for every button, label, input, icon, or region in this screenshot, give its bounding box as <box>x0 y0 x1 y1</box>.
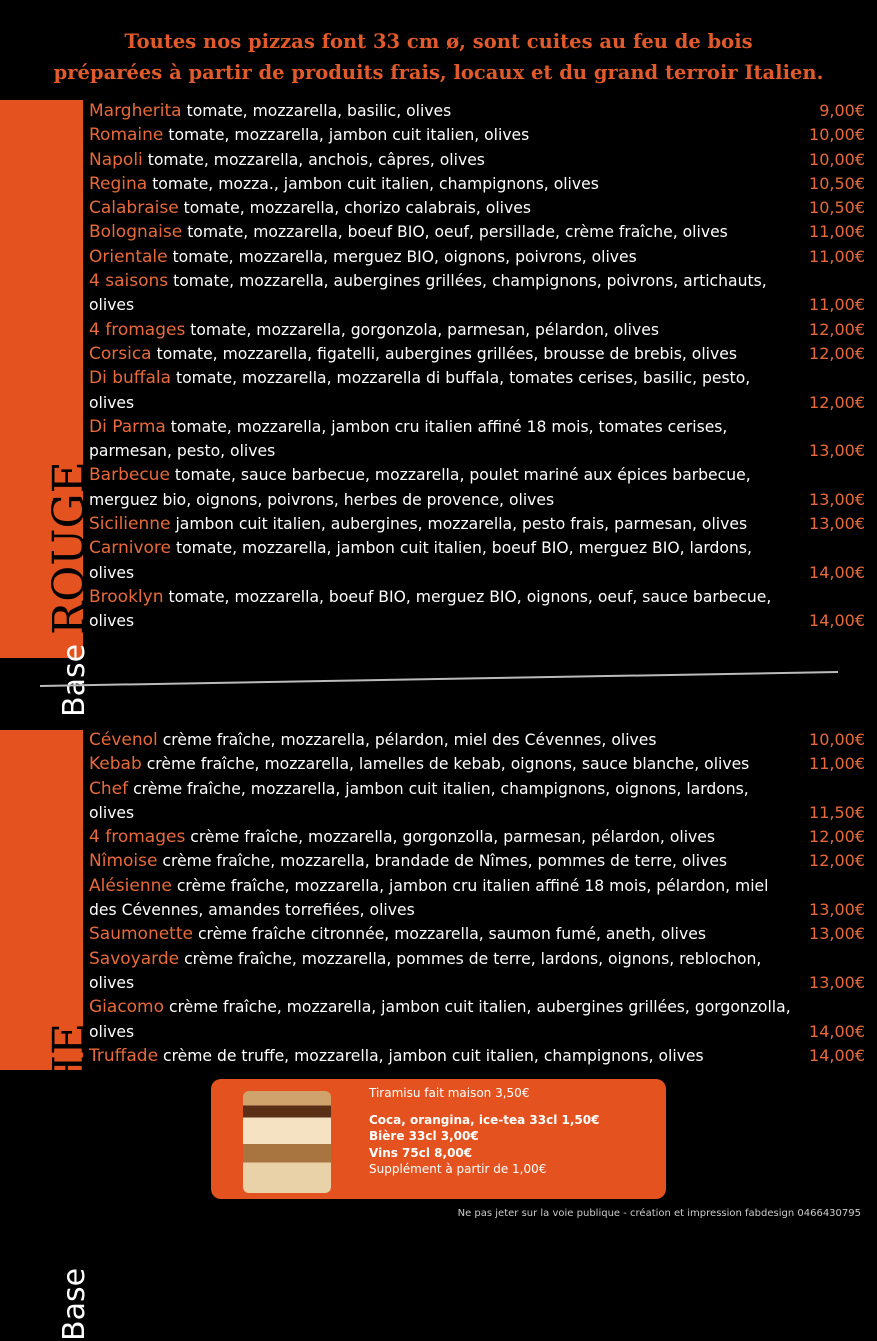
item-text <box>89 825 797 849</box>
pizza-name: Chef <box>89 778 129 799</box>
pizza-price: 11,50€ <box>809 802 865 822</box>
pizza-name: Romaine <box>89 125 164 146</box>
item-text <box>89 777 797 826</box>
pizza-description: crème fraîche, mozzarella, jambon cuit italien, champignons, oignons, lardons, olives <box>89 779 749 822</box>
pizza-name: Di buffala <box>89 368 172 389</box>
pizza-name: Saumonette <box>89 924 193 945</box>
softs-line: Coca, orangina, ice-tea 33cl 1,50€ <box>369 1112 600 1127</box>
blanche-side-label <box>44 1023 95 1341</box>
header <box>0 26 877 88</box>
pizza-description: tomate, mozzarella, aubergines grillées, champignons, poivrons, artichauts, olives <box>89 272 767 315</box>
pizza-price: 13,00€ <box>809 514 865 534</box>
item-text <box>89 752 797 776</box>
supplement-line: Supplément à partir de 1,00€ <box>369 1162 547 1176</box>
pizza-name: 4 saisons <box>89 271 169 292</box>
pizza-price: 11,00€ <box>809 295 865 315</box>
rouge-item <box>89 512 865 536</box>
pizza-description: tomate, sauce barbecue, mozzarella, poulet mariné aux épices barbecue, merguez bio, oignons, poivrons, herbes de provence, olives <box>89 466 751 509</box>
rouge-side-bar <box>0 100 95 717</box>
pizza-description: crème de truffe, mozzarella, jambon cuit italien, champignons, olives <box>163 1046 704 1065</box>
pizza-price: 10,00€ <box>809 125 865 145</box>
pizza-name: Margherita <box>89 101 182 121</box>
item-text <box>89 463 797 512</box>
pizza-price: 14,00€ <box>809 1021 865 1041</box>
blanche-base-label: Base <box>57 1267 92 1341</box>
pizza-name: Di Parma <box>89 416 166 437</box>
pizza-price: 13,00€ <box>809 489 865 509</box>
pizza-description: tomate, mozzarella, boeuf BIO, oeuf, persillade, crème fraîche, olives <box>187 223 728 242</box>
item-text <box>89 342 797 366</box>
section-divider <box>40 671 838 687</box>
pizza-price: 12,00€ <box>809 827 865 847</box>
pizza-description: tomate, mozza., jambon cuit italien, champignons, olives <box>152 174 599 193</box>
blanche-kind-label: BLANCHE <box>44 1022 95 1259</box>
blanche-item <box>89 947 865 996</box>
pizza-price: 10,50€ <box>809 198 865 218</box>
item-text <box>89 245 797 269</box>
pizza-description: tomate, mozzarella, merguez BIO, oignons, poivrons, olives <box>172 247 637 266</box>
blanche-item <box>89 777 865 826</box>
item-text <box>89 849 797 873</box>
extras-box <box>211 1079 666 1199</box>
pizza-name: Giacomo <box>89 997 165 1018</box>
item-text <box>89 728 797 752</box>
rouge-item <box>89 318 865 342</box>
pizza-name: Sicilienne <box>89 514 171 535</box>
pizza-price: 11,00€ <box>809 222 865 242</box>
item-text <box>89 318 797 342</box>
item-text <box>89 874 797 923</box>
pizza-description: crème fraîche citronnée, mozzarella, saumon fumé, aneth, olives <box>197 925 706 944</box>
pizza-description: crème fraîche, mozzarella, pélardon, miel des Cévennes, olives <box>162 731 657 749</box>
item-text <box>89 172 797 196</box>
rouge-item <box>89 172 865 196</box>
pizza-price: 12,00€ <box>809 343 865 363</box>
tiramisu-line: Tiramisu fait maison 3,50€ <box>369 1086 530 1100</box>
pizza-description: tomate, mozzarella, mozzarella di buffala, tomates cerises, basilic, pesto, olives <box>89 369 751 412</box>
item-text <box>89 366 797 415</box>
rouge-kind-label: ROUGE <box>44 461 95 635</box>
pizza-name: Calabraise <box>89 198 179 219</box>
pizza-name: Corsica <box>89 343 152 364</box>
pizza-price: 11,00€ <box>809 246 865 266</box>
pizza-price: 13,00€ <box>809 972 865 992</box>
pizza-description: tomate, mozzarella, chorizo calabrais, olives <box>183 199 531 218</box>
rouge-item <box>89 148 865 172</box>
rouge-item <box>89 220 865 244</box>
pizza-description: tomate, mozzarella, figatelli, aubergines grillées, brousse de brebis, olives <box>156 344 737 363</box>
extras-text <box>369 1085 599 1178</box>
pizza-description: crème fraîche, mozzarella, jambon cru italien affiné 18 mois, pélardon, miel des Cévennes, amandes torrefiées, olives <box>89 876 769 920</box>
pizza-name: Orientale <box>89 246 168 267</box>
item-text <box>89 585 797 634</box>
item-text <box>89 947 797 996</box>
pizza-name: Kebab <box>89 754 142 775</box>
rouge-item <box>89 415 865 464</box>
blanche-item <box>89 995 865 1044</box>
pizza-description: crème fraîche, mozzarella, jambon cuit italien, aubergines grillées, gorgonzolla, olives <box>89 998 791 1041</box>
blanche-list <box>89 728 865 1068</box>
pizza-price: 13,00€ <box>809 924 865 944</box>
rouge-item <box>89 463 865 512</box>
pizza-name: Bolognaise <box>89 222 183 243</box>
pizza-price: 13,00€ <box>809 900 865 920</box>
pizza-price: 14,00€ <box>809 562 865 582</box>
pizza-name: 4 fromages <box>89 319 186 340</box>
rouge-side-label <box>44 461 95 717</box>
pizza-description: tomate, mozzarella, jambon cuit italien, olives <box>168 126 530 145</box>
rouge-item <box>89 269 865 318</box>
blanche-item <box>89 1044 865 1068</box>
rouge-item <box>89 245 865 269</box>
item-text <box>89 1044 797 1068</box>
pizza-name: 4 fromages <box>89 827 186 848</box>
pizza-description: jambon cuit italien, aubergines, mozzarella, pesto frais, parmesan, olives <box>175 515 748 534</box>
pizza-name: Nîmoise <box>89 851 158 872</box>
item-text <box>89 196 797 220</box>
pizza-name: Regina <box>89 173 148 194</box>
pizza-price: 11,00€ <box>809 754 865 774</box>
pizza-description: tomate, mozzarella, basilic, olives <box>186 102 452 120</box>
item-text <box>89 995 797 1044</box>
pizza-description: tomate, mozzarella, anchois, câpres, olives <box>147 150 485 169</box>
pizza-description: crème fraîche, mozzarella, pommes de terre, lardons, oignons, reblochon, olives <box>89 949 762 992</box>
pizza-name: Alésienne <box>89 875 172 896</box>
rouge-item <box>89 536 865 585</box>
biere-line: Bière 33cl 3,00€ <box>369 1129 479 1143</box>
blanche-item <box>89 849 865 873</box>
blanche-side-bar <box>0 730 95 1341</box>
item-text <box>89 148 797 172</box>
rouge-item <box>89 123 865 147</box>
blanche-item <box>89 728 865 752</box>
blanche-item <box>89 922 865 946</box>
rouge-list <box>89 99 865 634</box>
pizza-name: Barbecue <box>89 465 170 486</box>
item-text <box>89 512 797 536</box>
pizza-price: 9,00€ <box>819 101 865 120</box>
item-text <box>89 123 797 147</box>
pizza-price: 12,00€ <box>809 392 865 412</box>
pizza-name: Carnivore <box>89 538 172 559</box>
header-line-2: préparées à partir de produits frais, locaux et du grand terroir Italien. <box>53 61 824 84</box>
header-line-1: Toutes nos pizzas font 33 cm ø, sont cuites au feu de bois <box>124 30 753 53</box>
pizza-name: Cévenol <box>89 730 158 750</box>
pizza-description: crème fraîche, mozzarella, brandade de Nîmes, pommes de terre, olives <box>162 852 728 871</box>
rouge-item <box>89 366 865 415</box>
pizza-price: 13,00€ <box>809 441 865 461</box>
rouge-item <box>89 342 865 366</box>
tiramisu-image <box>243 1091 331 1193</box>
rouge-item <box>89 196 865 220</box>
pizza-name: Savoyarde <box>89 948 180 969</box>
vins-line: Vins 75cl 8,00€ <box>369 1145 473 1160</box>
blanche-item <box>89 752 865 776</box>
pizza-description: tomate, mozzarella, boeuf BIO, merguez BIO, oignons, oeuf, sauce barbecue, olives <box>89 587 772 631</box>
item-text <box>89 536 797 585</box>
rouge-item <box>89 99 865 123</box>
item-text <box>89 269 797 318</box>
footer: Ne pas jeter sur la voie publique - création et impression fabdesign 0466430795 <box>457 1208 861 1219</box>
rouge-item <box>89 585 865 634</box>
pizza-price: 14,00€ <box>809 1045 865 1065</box>
pizza-name: Napoli <box>89 149 143 170</box>
blanche-item <box>89 825 865 849</box>
pizza-price: 12,00€ <box>809 319 865 339</box>
pizza-price: 12,00€ <box>809 851 865 871</box>
pizza-name: Brooklyn <box>89 586 164 607</box>
pizza-description: crème fraîche, mozzarella, gorgonzolla, parmesan, pélardon, olives <box>190 828 715 847</box>
pizza-price: 14,00€ <box>809 611 865 631</box>
pizza-name: Truffade <box>89 1045 159 1066</box>
item-text <box>89 99 797 123</box>
pizza-description: tomate, mozzarella, jambon cuit italien, boeuf BIO, merguez BIO, lardons, olives <box>89 539 752 582</box>
item-text <box>89 922 797 946</box>
pizza-description: tomate, mozzarella, gorgonzola, parmesan, pélardon, olives <box>190 320 659 339</box>
item-text <box>89 415 797 464</box>
pizza-price: 10,50€ <box>809 173 865 193</box>
pizza-description: crème fraîche, mozzarella, lamelles de kebab, oignons, sauce blanche, olives <box>146 755 750 774</box>
pizza-description: tomate, mozzarella, jambon cru italien affiné 18 mois, tomates cerises, parmesan, pesto, olives <box>89 417 728 461</box>
pizza-price: 10,00€ <box>809 730 865 749</box>
pizza-price: 10,00€ <box>809 149 865 169</box>
item-text <box>89 220 797 244</box>
rouge-base-label: Base <box>57 643 92 717</box>
blanche-item <box>89 874 865 923</box>
